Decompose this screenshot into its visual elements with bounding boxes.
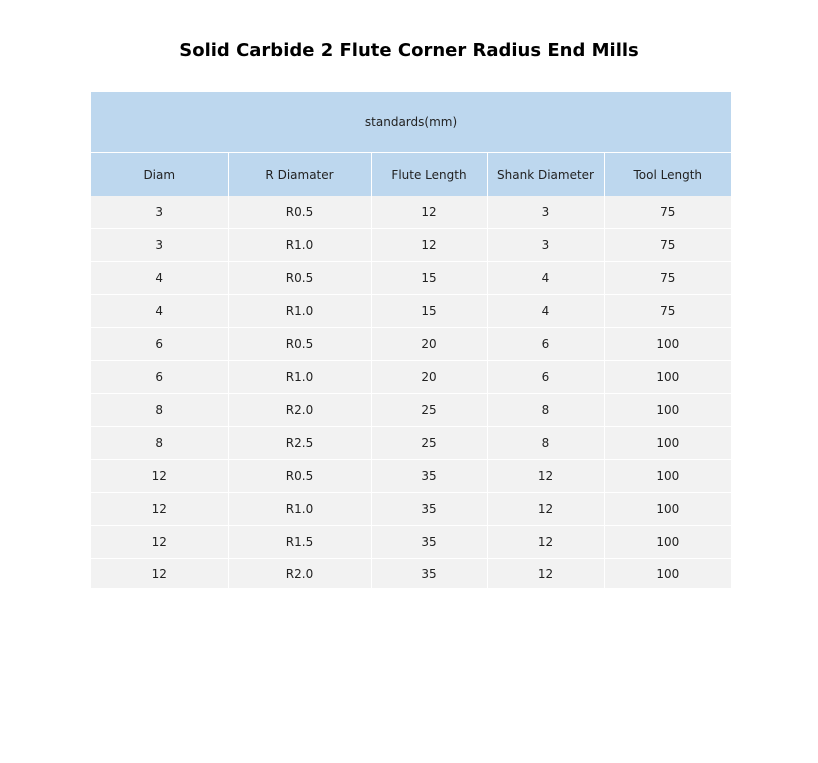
cell-r-diamater: R1.5 <box>228 526 371 559</box>
cell-diam: 3 <box>91 229 228 262</box>
cell-r-diamater: R0.5 <box>228 262 371 295</box>
cell-flute-length: 25 <box>371 394 487 427</box>
cell-diam: 12 <box>91 559 228 589</box>
cell-tool-length: 100 <box>604 361 731 394</box>
group-header-row <box>91 92 731 153</box>
spec-table <box>91 92 731 588</box>
cell-diam: 6 <box>91 361 228 394</box>
cell-shank-diameter: 8 <box>487 427 604 460</box>
column-header-diam: Diam <box>91 153 228 197</box>
table-row <box>91 493 731 526</box>
cell-r-diamater: R1.0 <box>228 493 371 526</box>
cell-shank-diameter: 6 <box>487 361 604 394</box>
cell-r-diamater: R1.0 <box>228 361 371 394</box>
cell-tool-length: 100 <box>604 328 731 361</box>
table-row <box>91 262 731 295</box>
cell-shank-diameter: 3 <box>487 229 604 262</box>
cell-diam: 4 <box>91 262 228 295</box>
cell-flute-length: 35 <box>371 493 487 526</box>
cell-shank-diameter: 12 <box>487 526 604 559</box>
table-row <box>91 361 731 394</box>
table-row <box>91 559 731 589</box>
cell-shank-diameter: 4 <box>487 262 604 295</box>
table-row <box>91 427 731 460</box>
cell-flute-length: 15 <box>371 262 487 295</box>
cell-shank-diameter: 3 <box>487 196 604 229</box>
cell-tool-length: 100 <box>604 493 731 526</box>
document-title: Solid Carbide 2 Flute Corner Radius End Mills <box>179 40 639 61</box>
cell-r-diamater: R0.5 <box>228 460 371 493</box>
cell-tool-length: 100 <box>604 427 731 460</box>
column-header-row <box>91 153 731 197</box>
cell-tool-length: 75 <box>604 295 731 328</box>
cell-flute-length: 15 <box>371 295 487 328</box>
cell-r-diamater: R2.5 <box>228 427 371 460</box>
cell-flute-length: 12 <box>371 196 487 229</box>
cell-tool-length: 100 <box>604 559 731 589</box>
cell-diam: 12 <box>91 460 228 493</box>
cell-tool-length: 75 <box>604 196 731 229</box>
cell-shank-diameter: 8 <box>487 394 604 427</box>
table-row <box>91 328 731 361</box>
cell-diam: 4 <box>91 295 228 328</box>
column-header-tool-length: Tool Length <box>604 153 731 197</box>
table-row <box>91 229 731 262</box>
column-header-shank-diameter: Shank Diameter <box>487 153 604 197</box>
cell-flute-length: 25 <box>371 427 487 460</box>
cell-r-diamater: R0.5 <box>228 196 371 229</box>
cell-shank-diameter: 12 <box>487 493 604 526</box>
cell-shank-diameter: 12 <box>487 460 604 493</box>
column-header-flute-length: Flute Length <box>371 153 487 197</box>
cell-diam: 8 <box>91 427 228 460</box>
cell-shank-diameter: 12 <box>487 559 604 589</box>
table-body <box>91 196 731 588</box>
table-row <box>91 394 731 427</box>
cell-tool-length: 100 <box>604 460 731 493</box>
group-header-cell: standards(mm) <box>91 92 731 153</box>
cell-flute-length: 12 <box>371 229 487 262</box>
cell-r-diamater: R2.0 <box>228 559 371 589</box>
cell-flute-length: 20 <box>371 328 487 361</box>
cell-tool-length: 100 <box>604 394 731 427</box>
cell-flute-length: 20 <box>371 361 487 394</box>
cell-diam: 12 <box>91 526 228 559</box>
cell-tool-length: 75 <box>604 229 731 262</box>
cell-r-diamater: R1.0 <box>228 229 371 262</box>
cell-tool-length: 75 <box>604 262 731 295</box>
cell-diam: 6 <box>91 328 228 361</box>
cell-diam: 8 <box>91 394 228 427</box>
table-row <box>91 295 731 328</box>
cell-diam: 12 <box>91 493 228 526</box>
cell-flute-length: 35 <box>371 460 487 493</box>
cell-tool-length: 100 <box>604 526 731 559</box>
cell-flute-length: 35 <box>371 559 487 589</box>
cell-shank-diameter: 6 <box>487 328 604 361</box>
cell-flute-length: 35 <box>371 526 487 559</box>
cell-r-diamater: R0.5 <box>228 328 371 361</box>
cell-shank-diameter: 4 <box>487 295 604 328</box>
table-row <box>91 526 731 559</box>
cell-r-diamater: R1.0 <box>228 295 371 328</box>
cell-r-diamater: R2.0 <box>228 394 371 427</box>
table-row <box>91 460 731 493</box>
table-row <box>91 196 731 229</box>
column-header-r-diamater: R Diamater <box>228 153 371 197</box>
cell-diam: 3 <box>91 196 228 229</box>
